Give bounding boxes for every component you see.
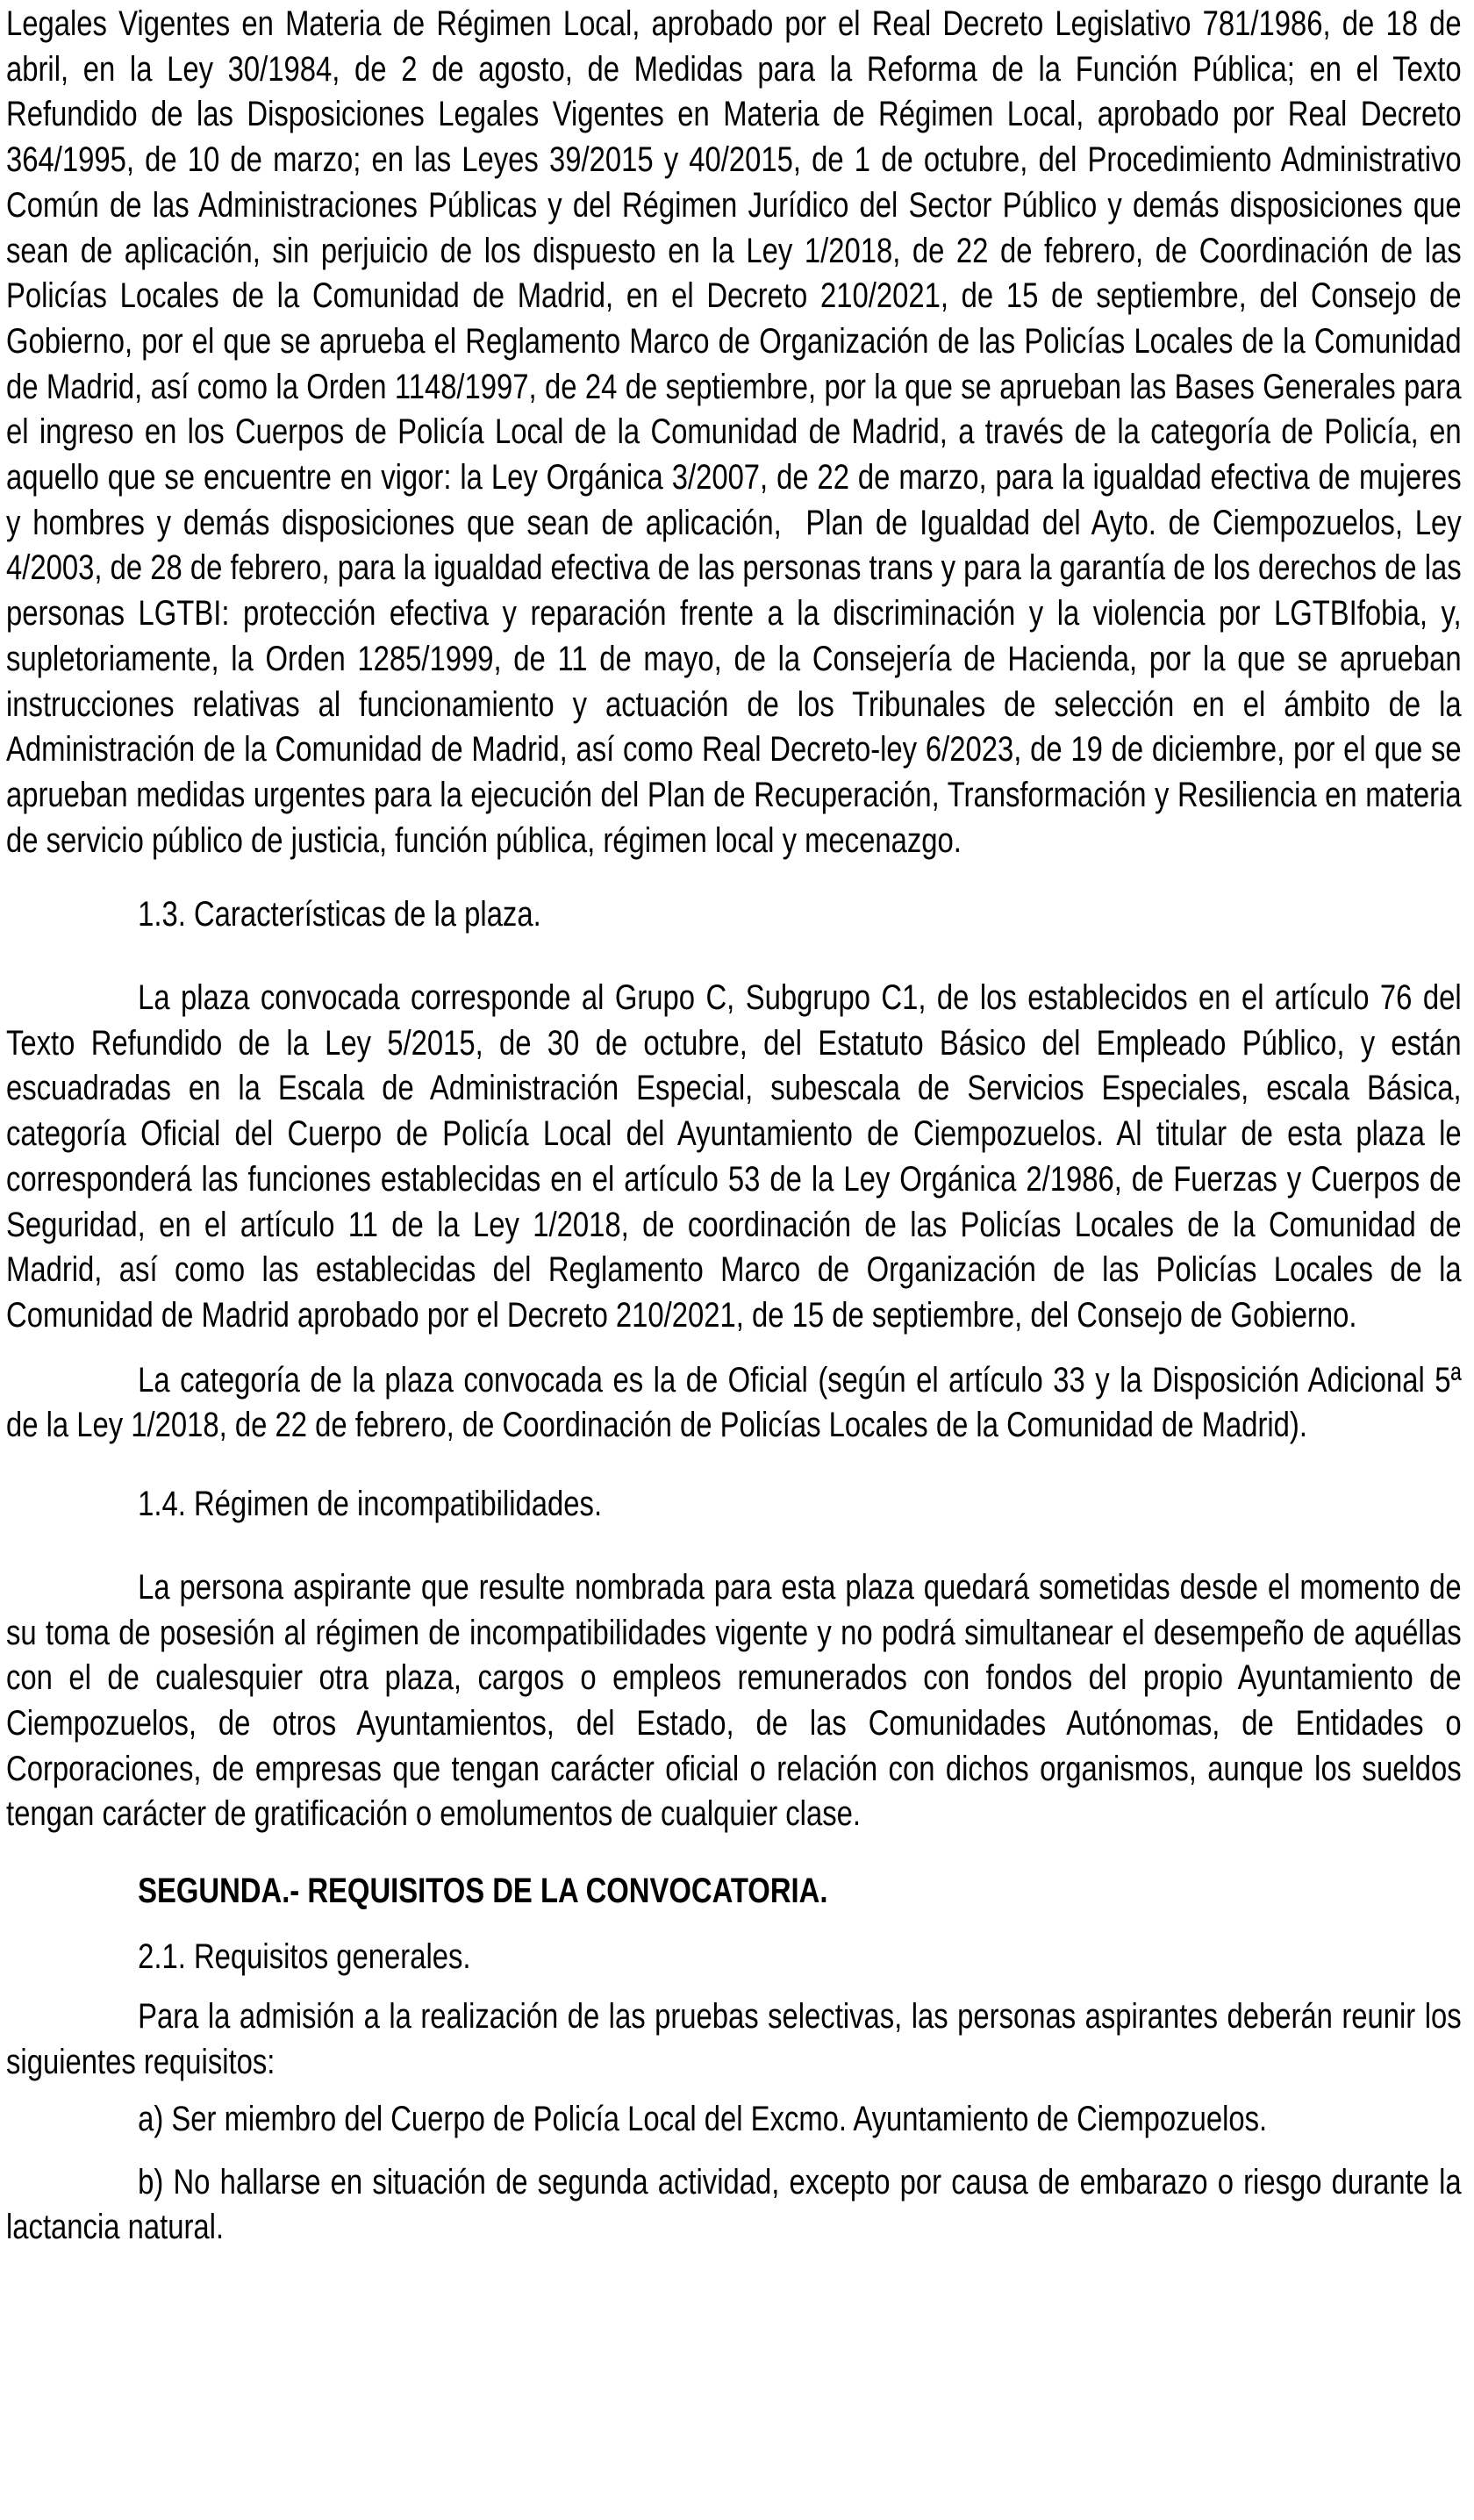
paragraph-requisitos-intro: Para la admisión a la realización de las pruebas selectivas, las personas aspirantes deberán reunir los siguientes requisitos: (6, 1997, 1462, 2082)
heading-1-3-caracteristicas-plaza: 1.3. Características de la plaza. (138, 895, 541, 934)
list-item-requisito-a: a) Ser miembro del Cuerpo de Policía Local del Excmo. Ayuntamiento de Ciempozuelos. (138, 2099, 1268, 2138)
list-item-requisito-b: b) No hallarse en situación de segunda actividad, excepto por causa de embarazo o riesgo durante la lactancia natural. (6, 2162, 1462, 2247)
document-page (6, 2, 1462, 2251)
paragraph-plaza-grupo-categoria: La plaza convocada corresponde al Grupo C, Subgrupo C1, de los establecidos en el artículo 76 del Texto Refundido de la Ley 5/2015, de 30 de octubre, del Estatuto Básico del Empleado Público, y están escuadradas en la Escala de Administración Especial, subescala de Servicios Especiales, escala Básica, categoría Oficial del Cuerpo de Policía Local del Ayuntamiento de Ciempozuelos. Al titular de esta plaza le corresponderá las funciones establecidas en el artículo 53 de la Ley Orgánica 2/1986, de Fuerzas y Cuerpos de Seguridad, en el artículo 11 de la Ley 1/2018, de coordinación de las Policías Locales de la Comunidad de Madrid, así como las establecidas del Reglamento Marco de Organización de las Policías Locales de la Comunidad de Madrid aprobado por el Decreto 210/2021, de 15 de septiembre, del Consejo de Gobierno. (6, 978, 1462, 1335)
heading-2-1-requisitos-generales: 2.1. Requisitos generales. (138, 1937, 471, 1976)
paragraph-categoria-oficial: La categoría de la plaza convocada es la de Oficial (según el artículo 33 y la Disposición Adicional 5ª de la Ley 1/2018, de 22 de febrero, de Coordinación de Policías Locales de la Comunidad de Madrid). (6, 1360, 1462, 1445)
heading-segunda-requisitos-convocatoria: SEGUNDA.- REQUISITOS DE LA CONVOCATORIA. (138, 1872, 828, 1911)
paragraph-incompatibilidades: La persona aspirante que resulte nombrada para esta plaza quedará sometidas desde el momento de su toma de posesión al régimen de incompatibilidades vigente y no podrá simultanear el desempeño de aquéllas con el de cualesquier otra plaza, cargos o empleos remunerados con fondos del propio Ayuntamiento de Ciempozuelos, de otros Ayuntamientos, del Estado, de las Comunidades Autónomas, de Entidades o Corporaciones, de empresas que tengan carácter oficial o relación con dichos organismos, aunque los sueldos tengan carácter de gratificación o emolumentos de cualquier clase. (6, 1567, 1462, 1834)
paragraph-legal-framework-continuation: Legales Vigentes en Materia de Régimen Local, aprobado por el Real Decreto Legislativo 781/1986, de 18 de abril, en la Ley 30/1984, de 2 de agosto, de Medidas para la Reforma de la Función Pública; en el Texto Refundido de las Disposiciones Legales Vigentes en Materia de Régimen Local, aprobado por Real Decreto 364/1995, de 10 de marzo; en las Leyes 39/2015 y 40/2015, de 1 de octubre, del Procedimiento Administrativo Común de las Administraciones Públicas y del Régimen Jurídico del Sector Público y demás disposiciones que sean de aplicación, sin perjuicio de los dispuesto en la Ley 1/2018, de 22 de febrero, de Coordinación de las Policías Locales de la Comunidad de Madrid, en el Decreto 210/2021, de 15 de septiembre, del Consejo de Gobierno, por el que se aprueba el Reglamento Marco de Organización de las Policías Locales de la Comunidad de Madrid, así como la Orden 1148/1997, de 24 de septiembre, por la que se aprueban las Bases Generales para el ingreso en los Cuerpos de Policía Local de la Comunidad de Madrid, a través de la categoría de Policía, en aquello que se encuentre en vigor: la Ley Orgánica 3/2007, de 22 de marzo, para la igualdad efectiva de mujeres y hombres y demás disposiciones que sean de aplicación, Plan de Igualdad del Ayto. de Ciempozuelos, Ley 4/2003, de 28 de febrero, para la igualdad efectiva de las personas trans y para la garantía de los derechos de las personas LGTBI: protección efectiva y reparación frente a la discriminación y la violencia por LGTBIfobia, y, supletoriamente, la Orden 1285/1999, de 11 de mayo, de la Consejería de Hacienda, por la que se aprueban instrucciones relativas al funcionamiento y actuación de los Tribunales de selección en el ámbito de la Administración de la Comunidad de Madrid, así como Real Decreto-ley 6/2023, de 19 de diciembre, por el que se aprueban medidas urgentes para la ejecución del Plan de Recuperación, Transformación y Resiliencia en materia de servicio público de justicia, función pública, régimen local y mecenazgo. (6, 4, 1462, 860)
heading-1-4-regimen-incompatibilidades: 1.4. Régimen de incompatibilidades. (138, 1485, 603, 1524)
